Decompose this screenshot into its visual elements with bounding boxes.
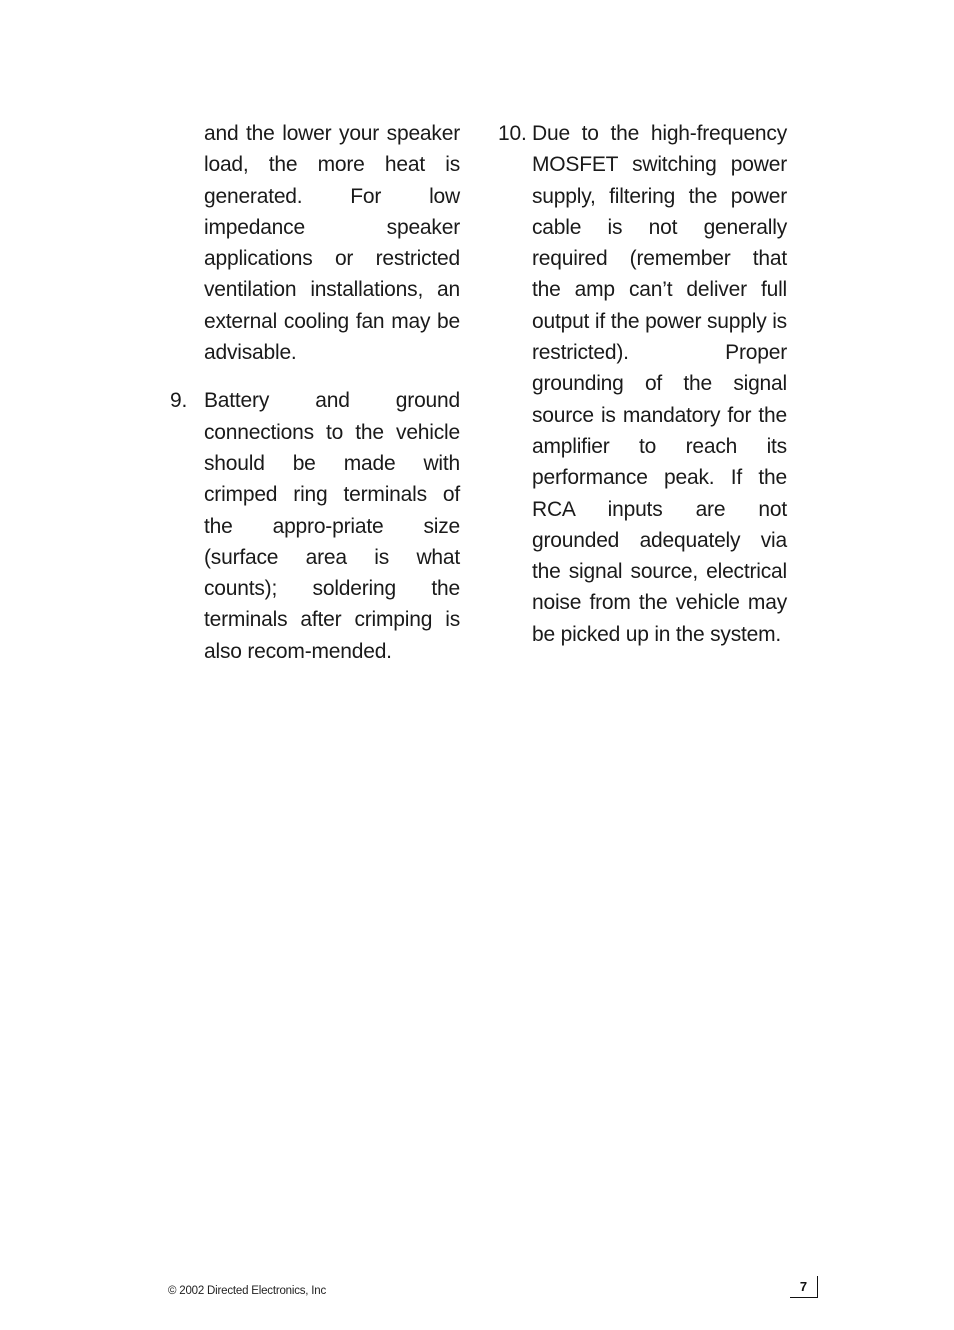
copyright-notice: © 2002 Directed Electronics, Inc xyxy=(168,1285,327,1297)
list-item-10 xyxy=(498,118,787,650)
item-number: 9. xyxy=(170,389,188,413)
list-item-9 xyxy=(170,385,460,667)
item-text: Due to the high-frequency MOSFET switching power supply, filtering the power cable is not generally required (remember that the amp can’t deliver full output if the power supply is restricted). Proper grounding of the signal source is mandatory for the amplifier to reach its performance peak. If the RCA inputs are not grounded adequately via the signal source, electrical noise from the vehicle may be picked up in the system. xyxy=(532,122,787,646)
right-column xyxy=(498,118,787,650)
item-text: Battery and ground connections to the vehicle should be made with crimped ring terminals of the appro-priate size (surface area is what counts); soldering the terminals after crimping is also recom-mended. xyxy=(204,389,460,663)
page-number: 7 xyxy=(790,1276,818,1298)
item-number: 10. xyxy=(498,122,527,145)
left-column xyxy=(170,118,460,667)
continued-paragraph: and the lower your speaker load, the more heat is generated. For low impedance speaker applications or restricted ventilation installations, an external cooling fan may be advisable. xyxy=(204,122,460,365)
